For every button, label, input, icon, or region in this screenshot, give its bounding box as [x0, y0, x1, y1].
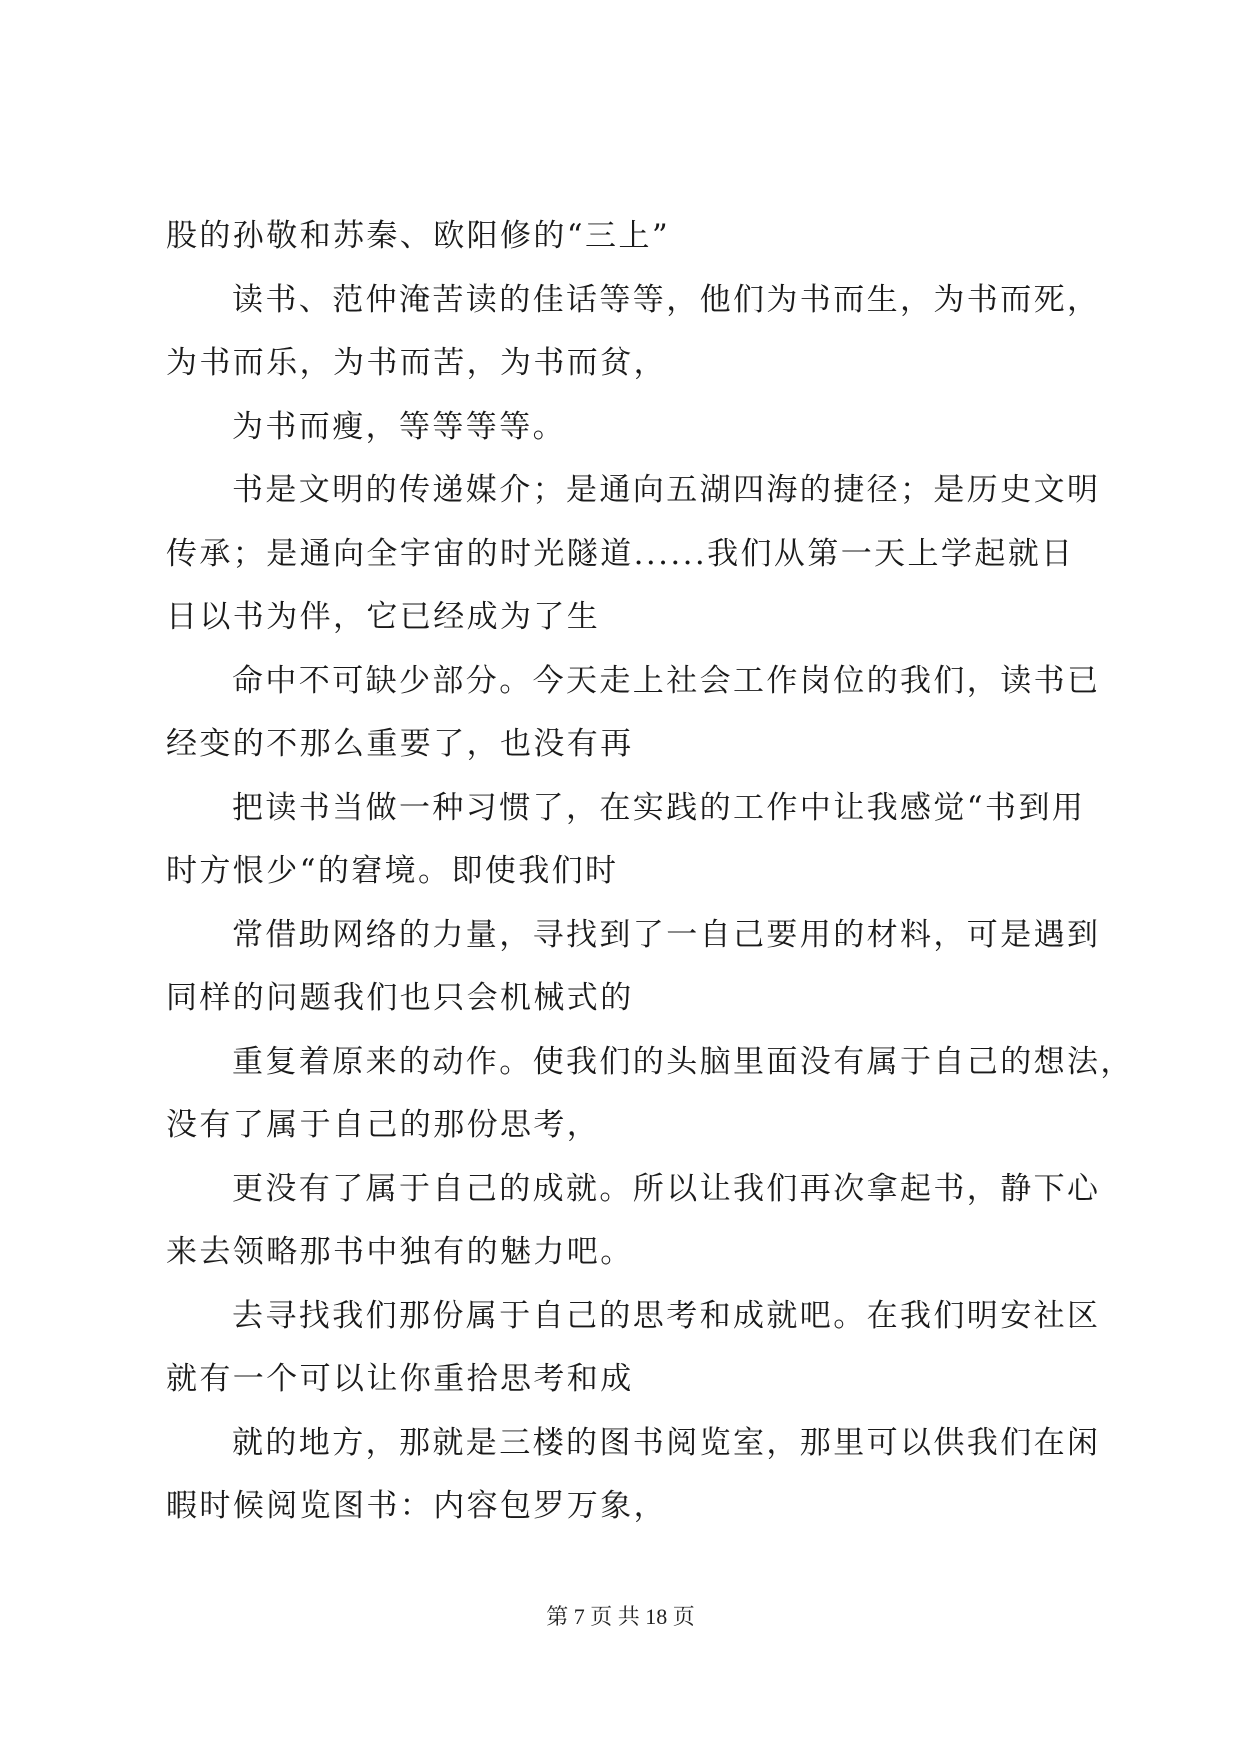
text-line: 没有了属于自己的那份思考， [166, 1107, 601, 1143]
text-line: 把读书当做一种习惯了，在实践的工作中让我感觉“书到用 [232, 789, 1086, 826]
document-body [166, 205, 1134, 1539]
text-line: 命中不可缺少部分。今天走上社会工作岗位的我们，读书已 [232, 662, 1101, 699]
text-line: 传承；是通向全宇宙的时光隧道......我们从第一天上学起就日 [166, 535, 1075, 572]
text-line: 来去领略那书中独有的魅力吧。 [166, 1234, 634, 1270]
text-line: 经变的不那么重要了，也没有再 [166, 726, 634, 762]
text-line: 去寻找我们那份属于自己的思考和成就吧。在我们明安社区 [232, 1297, 1101, 1334]
text-line: 日以书为伴，它已经成为了生 [166, 599, 601, 635]
text-line: 时方恨少“的窘境。即使我们时 [166, 853, 619, 889]
text-line: 就有一个可以让你重拾思考和成 [166, 1361, 634, 1397]
text-line: 同样的问题我们也只会机械式的 [166, 980, 634, 1016]
page-footer: 第 7 页 共 18 页 [546, 1604, 695, 1629]
text-line: 为书而瘦，等等等等。 [232, 408, 566, 445]
text-line: 更没有了属于自己的成就。所以让我们再次拿起书，静下心 [232, 1170, 1101, 1207]
text-line: 为书而乐，为书而苦，为书而贫， [166, 345, 667, 381]
text-line: 就的地方，那就是三楼的图书阅览室，那里可以供我们在闲 [232, 1424, 1101, 1461]
text-line: 重复着原来的动作。使我们的头脑里面没有属于自己的想法， [232, 1043, 1134, 1080]
text-line: 暇时候阅览图书：内容包罗万象， [166, 1488, 667, 1524]
text-line: 读书、范仲淹苦读的佳话等等，他们为书而生，为书而死， [232, 281, 1101, 318]
text-line: 股的孙敬和苏秦、欧阳修的“三上” [166, 218, 671, 254]
text-line: 书是文明的传递媒介；是通向五湖四海的捷径；是历史文明 [232, 472, 1101, 508]
text-line: 常借助网络的力量，寻找到了一自己要用的材料，可是遇到 [232, 916, 1101, 953]
